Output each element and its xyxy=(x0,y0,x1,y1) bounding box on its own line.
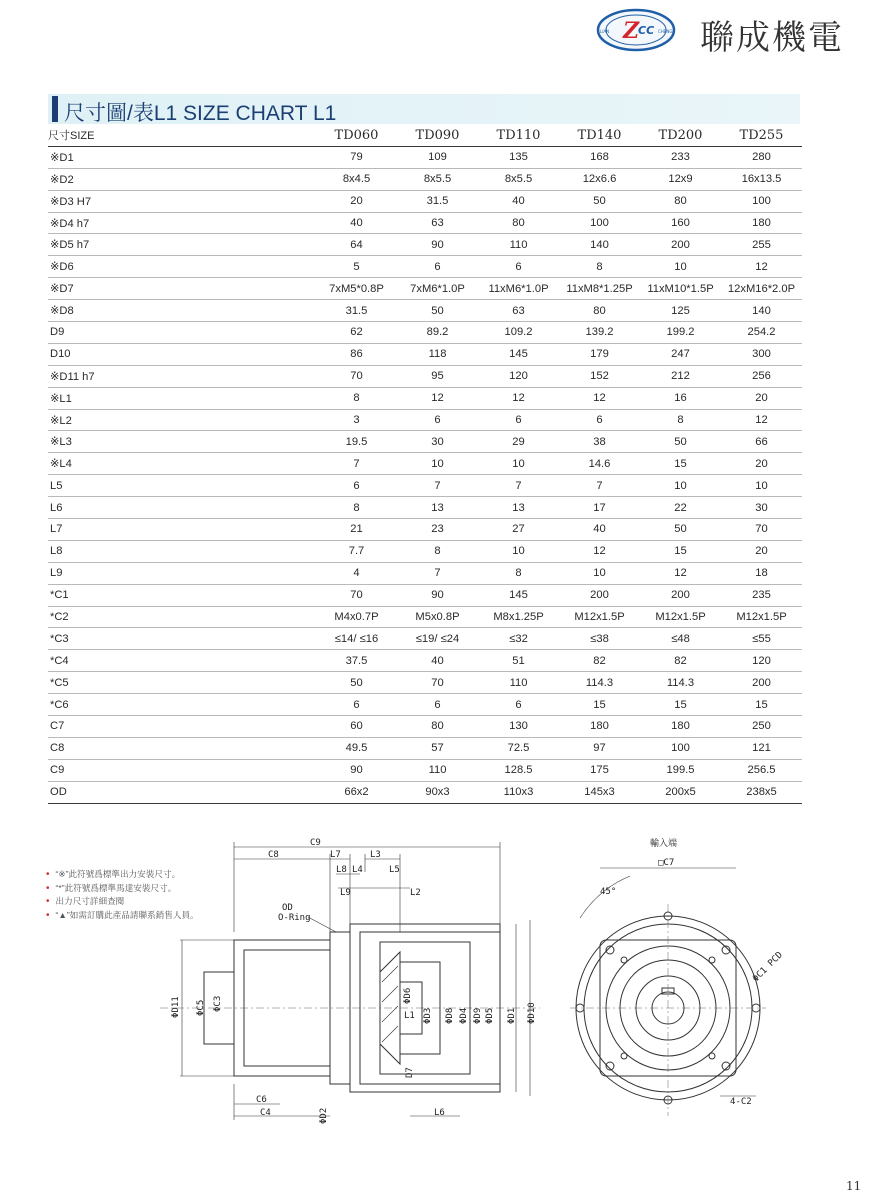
table-row xyxy=(48,343,802,365)
row-label-cell: C8 xyxy=(48,737,316,759)
svg-text:ΦC1 PCD: ΦC1 PCD xyxy=(751,950,785,985)
value-cell: 51 xyxy=(478,650,559,672)
value-cell: 90 xyxy=(316,759,397,781)
value-cell: 12 xyxy=(640,562,721,584)
value-cell: 10 xyxy=(640,475,721,497)
value-cell: 175 xyxy=(559,759,640,781)
svg-text:L6: L6 xyxy=(434,1108,445,1118)
value-cell: M12x1.5P xyxy=(640,606,721,628)
row-label-cell: ※D7 xyxy=(48,278,316,300)
table-row xyxy=(48,365,802,387)
value-cell: 15 xyxy=(640,540,721,562)
page-number: 11 xyxy=(846,1179,862,1193)
value-cell: 235 xyxy=(721,584,802,606)
row-label-cell: ※D2 xyxy=(48,168,316,190)
svg-text:L9: L9 xyxy=(340,888,351,898)
table-row xyxy=(48,256,802,278)
table-row xyxy=(48,168,802,190)
value-cell: 145 xyxy=(478,584,559,606)
value-cell: 152 xyxy=(559,365,640,387)
value-cell: 86 xyxy=(316,343,397,365)
value-cell: 70 xyxy=(316,365,397,387)
value-cell: 109.2 xyxy=(478,322,559,344)
value-cell: ≤19/ ≤24 xyxy=(397,628,478,650)
value-cell: 19.5 xyxy=(316,431,397,453)
svg-text:ΦD9: ΦD9 xyxy=(473,1007,483,1024)
value-cell: 110 xyxy=(478,234,559,256)
value-cell: ≤55 xyxy=(721,628,802,650)
table-row xyxy=(48,694,802,716)
brand-name: 聯成機電 xyxy=(700,18,844,58)
value-cell: 200 xyxy=(559,584,640,606)
value-cell: 30 xyxy=(721,497,802,519)
value-cell: M8x1.25P xyxy=(478,606,559,628)
company-logo xyxy=(596,8,676,52)
table-header-row xyxy=(48,125,802,146)
svg-text:ΦD10: ΦD10 xyxy=(527,1002,537,1024)
svg-text:ΦD5: ΦD5 xyxy=(485,1007,495,1024)
value-cell: 6 xyxy=(397,409,478,431)
value-cell: 118 xyxy=(397,343,478,365)
value-cell: 130 xyxy=(478,716,559,738)
row-label-cell: *C5 xyxy=(48,672,316,694)
value-cell: 12 xyxy=(397,387,478,409)
value-cell: 10 xyxy=(397,453,478,475)
value-cell: 15 xyxy=(721,694,802,716)
value-cell: 8x4.5 xyxy=(316,168,397,190)
value-cell: 6 xyxy=(478,694,559,716)
table-row xyxy=(48,650,802,672)
value-cell: 7.7 xyxy=(316,540,397,562)
value-cell: 64 xyxy=(316,234,397,256)
value-cell: 18 xyxy=(721,562,802,584)
value-cell: M5x0.8P xyxy=(397,606,478,628)
value-cell: 6 xyxy=(559,409,640,431)
value-cell: 4 xyxy=(316,562,397,584)
row-label-cell: ※D4 h7 xyxy=(48,212,316,234)
row-label-cell: ※D11 h7 xyxy=(48,365,316,387)
row-label-cell: C9 xyxy=(48,759,316,781)
table-row xyxy=(48,716,802,738)
value-cell: 79 xyxy=(316,146,397,168)
value-cell: 20 xyxy=(721,453,802,475)
value-cell: 70 xyxy=(721,519,802,541)
column-header: TD060 xyxy=(316,125,397,146)
value-cell: 63 xyxy=(478,300,559,322)
row-label-cell: ※D6 xyxy=(48,256,316,278)
row-label-cell: ※D5 h7 xyxy=(48,234,316,256)
svg-text:L7: L7 xyxy=(330,850,341,860)
value-cell: 100 xyxy=(559,212,640,234)
value-cell: 8 xyxy=(640,409,721,431)
value-cell: 250 xyxy=(721,716,802,738)
value-cell: 212 xyxy=(640,365,721,387)
value-cell: 50 xyxy=(397,300,478,322)
table-row xyxy=(48,628,802,650)
value-cell: 300 xyxy=(721,343,802,365)
value-cell: 280 xyxy=(721,146,802,168)
value-cell: 12xM16*2.0P xyxy=(721,278,802,300)
row-label-cell: L6 xyxy=(48,497,316,519)
svg-text:ΦD2: ΦD2 xyxy=(319,1107,329,1124)
value-cell: 66 xyxy=(721,431,802,453)
value-cell: 7xM6*1.0P xyxy=(397,278,478,300)
value-cell: 7 xyxy=(478,475,559,497)
value-cell: 3 xyxy=(316,409,397,431)
value-cell: 5 xyxy=(316,256,397,278)
table-row xyxy=(48,540,802,562)
row-label-cell: ※L1 xyxy=(48,387,316,409)
value-cell: M12x1.5P xyxy=(721,606,802,628)
value-cell: 89.2 xyxy=(397,322,478,344)
value-cell: 6 xyxy=(316,475,397,497)
value-cell: 199.2 xyxy=(640,322,721,344)
value-cell: 168 xyxy=(559,146,640,168)
value-cell: 100 xyxy=(640,737,721,759)
value-cell: 145 xyxy=(478,343,559,365)
note-item: • “*”此符號爲標準馬達安裝尺寸。 xyxy=(46,882,177,894)
value-cell: 82 xyxy=(640,650,721,672)
table-row xyxy=(48,387,802,409)
column-header: 尺寸SIZE xyxy=(48,125,316,146)
svg-text:CHENG: CHENG xyxy=(658,29,673,34)
value-cell: 15 xyxy=(559,694,640,716)
column-header: TD255 xyxy=(721,125,802,146)
svg-text:C4: C4 xyxy=(260,1108,271,1118)
row-label-cell: D10 xyxy=(48,343,316,365)
value-cell: ≤32 xyxy=(478,628,559,650)
value-cell: 49.5 xyxy=(316,737,397,759)
row-label-cell: *C3 xyxy=(48,628,316,650)
svg-text:□C7: □C7 xyxy=(658,858,675,868)
value-cell: 40 xyxy=(397,650,478,672)
value-cell: ≤38 xyxy=(559,628,640,650)
value-cell: 15 xyxy=(640,453,721,475)
value-cell: 233 xyxy=(640,146,721,168)
table-row xyxy=(48,759,802,781)
table-row xyxy=(48,300,802,322)
value-cell: 180 xyxy=(559,716,640,738)
row-label-cell: OD xyxy=(48,781,316,803)
value-cell: 199.5 xyxy=(640,759,721,781)
value-cell: 14.6 xyxy=(559,453,640,475)
title-marker xyxy=(52,96,58,122)
value-cell: 20 xyxy=(721,540,802,562)
svg-text:ΦD1: ΦD1 xyxy=(507,1007,517,1024)
value-cell: 30 xyxy=(397,431,478,453)
svg-text:L4: L4 xyxy=(352,865,363,875)
value-cell: 70 xyxy=(397,672,478,694)
svg-text:L3: L3 xyxy=(370,850,381,860)
svg-text:ΦD3: ΦD3 xyxy=(423,1007,433,1024)
value-cell: 50 xyxy=(559,190,640,212)
value-cell: 8x5.5 xyxy=(478,168,559,190)
value-cell: 50 xyxy=(316,672,397,694)
table-row xyxy=(48,519,802,541)
value-cell: 110 xyxy=(478,672,559,694)
svg-text:CC: CC xyxy=(638,24,655,37)
value-cell: 109 xyxy=(397,146,478,168)
value-cell: 12 xyxy=(478,387,559,409)
value-cell: 140 xyxy=(721,300,802,322)
value-cell: 110 xyxy=(397,759,478,781)
row-label-cell: *C1 xyxy=(48,584,316,606)
table-row xyxy=(48,606,802,628)
row-label-cell: L7 xyxy=(48,519,316,541)
value-cell: 179 xyxy=(559,343,640,365)
value-cell: 11xM6*1.0P xyxy=(478,278,559,300)
value-cell: 121 xyxy=(721,737,802,759)
value-cell: 135 xyxy=(478,146,559,168)
value-cell: 16x13.5 xyxy=(721,168,802,190)
value-cell: 97 xyxy=(559,737,640,759)
table-row xyxy=(48,781,802,803)
page-title: 尺寸圖/表L1 SIZE CHART L1 xyxy=(64,102,337,125)
value-cell: 180 xyxy=(640,716,721,738)
value-cell: 40 xyxy=(316,212,397,234)
value-cell: 256.5 xyxy=(721,759,802,781)
value-cell: 29 xyxy=(478,431,559,453)
svg-text:45°: 45° xyxy=(600,887,617,897)
value-cell: 8 xyxy=(316,497,397,519)
table-row xyxy=(48,234,802,256)
table-row xyxy=(48,146,802,168)
value-cell: 60 xyxy=(316,716,397,738)
value-cell: 50 xyxy=(640,431,721,453)
value-cell: M4x0.7P xyxy=(316,606,397,628)
value-cell: 50 xyxy=(640,519,721,541)
row-label-cell: L5 xyxy=(48,475,316,497)
value-cell: 80 xyxy=(559,300,640,322)
value-cell: 66x2 xyxy=(316,781,397,803)
value-cell: 12 xyxy=(559,540,640,562)
svg-text:ΦC5: ΦC5 xyxy=(196,999,206,1016)
svg-text:LIAN: LIAN xyxy=(600,29,610,34)
value-cell: 40 xyxy=(478,190,559,212)
value-cell: 200 xyxy=(640,234,721,256)
value-cell: 27 xyxy=(478,519,559,541)
value-cell: 12 xyxy=(559,387,640,409)
svg-text:輸入端: 輸入端 xyxy=(650,839,678,849)
value-cell: 255 xyxy=(721,234,802,256)
value-cell: 160 xyxy=(640,212,721,234)
table-row xyxy=(48,431,802,453)
value-cell: 21 xyxy=(316,519,397,541)
svg-text:Z: Z xyxy=(623,18,640,44)
value-cell: 6 xyxy=(316,694,397,716)
value-cell: 200 xyxy=(640,584,721,606)
value-cell: 95 xyxy=(397,365,478,387)
value-cell: 180 xyxy=(721,212,802,234)
value-cell: 20 xyxy=(721,387,802,409)
value-cell: 100 xyxy=(721,190,802,212)
value-cell: 62 xyxy=(316,322,397,344)
value-cell: 80 xyxy=(640,190,721,212)
table-row xyxy=(48,475,802,497)
value-cell: 110x3 xyxy=(478,781,559,803)
svg-text:ΦD4: ΦD4 xyxy=(459,1007,469,1024)
value-cell: 38 xyxy=(559,431,640,453)
value-cell: 8 xyxy=(316,387,397,409)
svg-text:4-C2: 4-C2 xyxy=(730,1097,752,1107)
value-cell: 17 xyxy=(559,497,640,519)
note-item: • “※”此符號爲標準出力安裝尺寸。 xyxy=(46,869,181,880)
value-cell: 120 xyxy=(478,365,559,387)
value-cell: 6 xyxy=(397,256,478,278)
value-cell: 7 xyxy=(316,453,397,475)
value-cell: 12x6.6 xyxy=(559,168,640,190)
value-cell: 238x5 xyxy=(721,781,802,803)
svg-text:ΦD8: ΦD8 xyxy=(445,1007,455,1024)
value-cell: 82 xyxy=(559,650,640,672)
value-cell: 200 xyxy=(721,672,802,694)
row-label-cell: *C6 xyxy=(48,694,316,716)
value-cell: 7xM5*0.8P xyxy=(316,278,397,300)
value-cell: 114.3 xyxy=(559,672,640,694)
row-label-cell: ※L2 xyxy=(48,409,316,431)
table-row xyxy=(48,497,802,519)
value-cell: 8 xyxy=(397,540,478,562)
value-cell: 13 xyxy=(478,497,559,519)
svg-text:O-Ring: O-Ring xyxy=(278,913,311,923)
value-cell: 12 xyxy=(721,409,802,431)
value-cell: 80 xyxy=(478,212,559,234)
value-cell: 10 xyxy=(478,453,559,475)
value-cell: 8 xyxy=(478,562,559,584)
table-row xyxy=(48,409,802,431)
value-cell: 6 xyxy=(397,694,478,716)
row-label-cell: *C2 xyxy=(48,606,316,628)
svg-text:L5: L5 xyxy=(389,865,400,875)
value-cell: 8 xyxy=(559,256,640,278)
table-row xyxy=(48,322,802,344)
side-view-drawing xyxy=(160,832,540,1128)
svg-text:C9: C9 xyxy=(310,838,321,848)
svg-text:OD: OD xyxy=(282,903,293,913)
column-header: TD200 xyxy=(640,125,721,146)
svg-text:L8: L8 xyxy=(336,865,347,875)
value-cell: 7 xyxy=(397,562,478,584)
value-cell: 90x3 xyxy=(397,781,478,803)
row-label-cell: ※L3 xyxy=(48,431,316,453)
value-cell: 6 xyxy=(478,256,559,278)
value-cell: 90 xyxy=(397,584,478,606)
value-cell: 72.5 xyxy=(478,737,559,759)
value-cell: 23 xyxy=(397,519,478,541)
value-cell: 31.5 xyxy=(397,190,478,212)
value-cell: 114.3 xyxy=(640,672,721,694)
column-header: TD110 xyxy=(478,125,559,146)
value-cell: 63 xyxy=(397,212,478,234)
table-row xyxy=(48,190,802,212)
value-cell: 15 xyxy=(640,694,721,716)
column-header: TD090 xyxy=(397,125,478,146)
value-cell: 125 xyxy=(640,300,721,322)
table-row xyxy=(48,562,802,584)
value-cell: 11xM10*1.5P xyxy=(640,278,721,300)
row-label-cell: L8 xyxy=(48,540,316,562)
value-cell: 7 xyxy=(559,475,640,497)
svg-text:L2: L2 xyxy=(410,888,421,898)
note-item: • “▲”如需訂購此產品請聯系銷售人員。 xyxy=(46,909,199,921)
row-label-cell: ※D8 xyxy=(48,300,316,322)
value-cell: 256 xyxy=(721,365,802,387)
value-cell: 11xM8*1.25P xyxy=(559,278,640,300)
column-header: TD140 xyxy=(559,125,640,146)
svg-text:ΦD6: ΦD6 xyxy=(403,987,413,1004)
row-label-cell: D9 xyxy=(48,322,316,344)
value-cell: 37.5 xyxy=(316,650,397,672)
value-cell: 6 xyxy=(478,409,559,431)
value-cell: 10 xyxy=(478,540,559,562)
svg-text:D7: D7 xyxy=(405,1067,415,1078)
value-cell: M12x1.5P xyxy=(559,606,640,628)
value-cell: 12 xyxy=(721,256,802,278)
row-label-cell: ※D1 xyxy=(48,146,316,168)
value-cell: 57 xyxy=(397,737,478,759)
value-cell: 90 xyxy=(397,234,478,256)
value-cell: 7 xyxy=(397,475,478,497)
table-row xyxy=(48,584,802,606)
front-view-drawing xyxy=(560,832,785,1128)
value-cell: 80 xyxy=(397,716,478,738)
value-cell: 247 xyxy=(640,343,721,365)
value-cell: 13 xyxy=(397,497,478,519)
size-chart-table xyxy=(48,125,802,804)
value-cell: 254.2 xyxy=(721,322,802,344)
value-cell: 10 xyxy=(721,475,802,497)
value-cell: 128.5 xyxy=(478,759,559,781)
value-cell: 31.5 xyxy=(316,300,397,322)
value-cell: 20 xyxy=(316,190,397,212)
row-label-cell: *C4 xyxy=(48,650,316,672)
note-item: • 出力尺寸詳細查閱 xyxy=(46,896,125,908)
svg-text:L1: L1 xyxy=(404,1011,415,1021)
value-cell: 140 xyxy=(559,234,640,256)
value-cell: 40 xyxy=(559,519,640,541)
svg-text:ΦC3: ΦC3 xyxy=(213,995,223,1012)
value-cell: 145x3 xyxy=(559,781,640,803)
table-row xyxy=(48,453,802,475)
table-row xyxy=(48,212,802,234)
svg-text:C8: C8 xyxy=(268,850,279,860)
row-label-cell: ※L4 xyxy=(48,453,316,475)
row-label-cell: C7 xyxy=(48,716,316,738)
row-label-cell: ※D3 H7 xyxy=(48,190,316,212)
value-cell: 10 xyxy=(559,562,640,584)
svg-text:ΦD11: ΦD11 xyxy=(171,996,181,1018)
value-cell: 10 xyxy=(640,256,721,278)
row-label-cell: L9 xyxy=(48,562,316,584)
value-cell: 139.2 xyxy=(559,322,640,344)
table-row xyxy=(48,672,802,694)
svg-text:C6: C6 xyxy=(256,1095,267,1105)
value-cell: 8x5.5 xyxy=(397,168,478,190)
table-row xyxy=(48,737,802,759)
value-cell: 200x5 xyxy=(640,781,721,803)
value-cell: 70 xyxy=(316,584,397,606)
value-cell: 120 xyxy=(721,650,802,672)
value-cell: 12x9 xyxy=(640,168,721,190)
table-row xyxy=(48,278,802,300)
value-cell: 16 xyxy=(640,387,721,409)
value-cell: 22 xyxy=(640,497,721,519)
value-cell: ≤48 xyxy=(640,628,721,650)
value-cell: ≤14/ ≤16 xyxy=(316,628,397,650)
